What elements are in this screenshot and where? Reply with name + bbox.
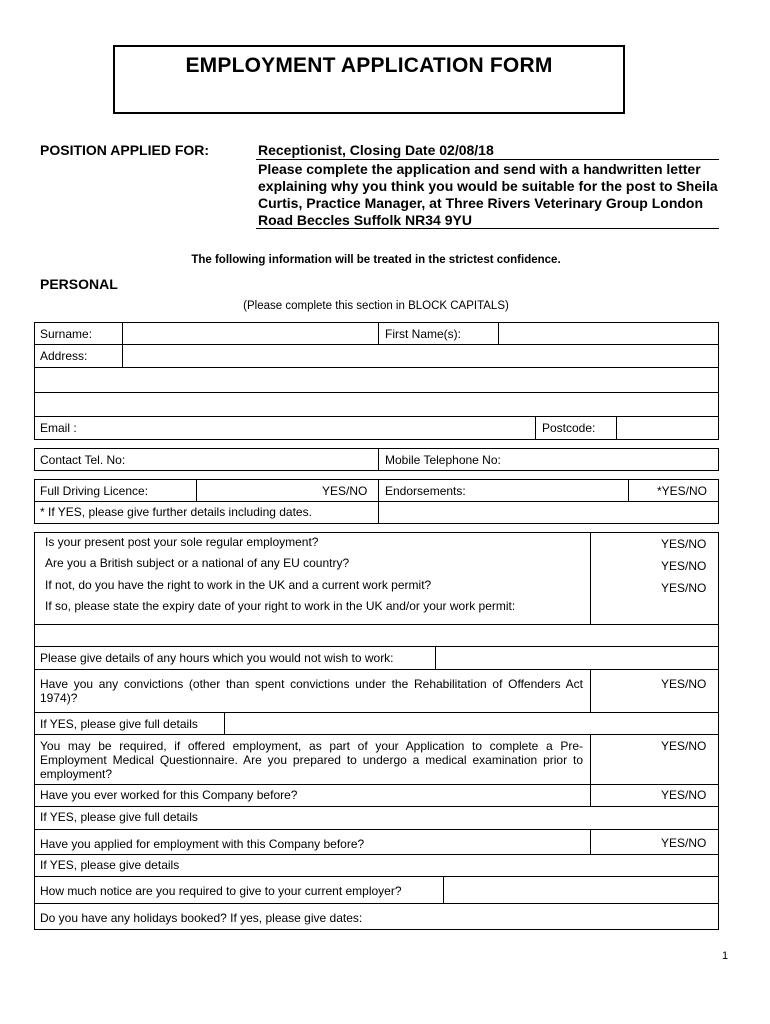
col-divider <box>616 416 617 440</box>
col-divider <box>443 876 444 903</box>
col-divider <box>590 669 591 712</box>
q-british: Are you a British subject or a national of any EU country? <box>45 556 350 570</box>
col-divider <box>628 479 629 501</box>
row-divider <box>34 876 719 877</box>
address-field-line3[interactable] <box>36 394 717 415</box>
q-right-to-work: If not, do you have the right to work in the UK and a current work permit? <box>45 578 432 592</box>
q-applied-details: If YES, please give details <box>40 858 180 872</box>
block-capitals-note: (Please complete this section in BLOCK CAPITALS) <box>243 300 509 312</box>
expiry-date-field[interactable] <box>36 626 717 645</box>
q-present-post: Is your present post your sole regular employment? <box>45 535 319 549</box>
driving-licence-label: Full Driving Licence: <box>40 484 149 498</box>
q-right-to-work-yesno[interactable]: YES/NO <box>661 581 707 595</box>
q-holidays: Do you have any holidays booked? If yes, please give dates: <box>40 911 363 925</box>
col-divider <box>590 784 591 806</box>
postcode-field[interactable] <box>618 418 717 439</box>
q-hours: Please give details of any hours which you would not wish to work: <box>40 651 394 665</box>
col-divider <box>122 322 123 367</box>
col-divider <box>196 479 197 501</box>
q-expiry: If so, please state the expiry date of your right to work in the UK and/or your work permit: <box>45 599 516 613</box>
col-divider <box>590 734 591 784</box>
q-applied-before-yesno[interactable]: YES/NO <box>661 836 707 850</box>
email-label: Email : <box>40 421 77 435</box>
postcode-label: Postcode: <box>542 421 596 435</box>
contact-tel-field[interactable] <box>140 450 376 470</box>
notice-field[interactable] <box>445 878 717 902</box>
row-divider <box>34 367 719 368</box>
q-notice: How much notice are you required to give to your current employer? <box>40 884 402 898</box>
row-divider <box>34 392 719 393</box>
col-divider <box>378 322 379 344</box>
q-present-post-yesno[interactable]: YES/NO <box>661 537 707 551</box>
mobile-field[interactable] <box>515 450 717 470</box>
endorsements-yesno[interactable]: *YES/NO <box>657 484 708 498</box>
surname-label: Surname: <box>40 327 93 341</box>
position-label: POSITION APPLIED FOR: <box>40 142 210 158</box>
driving-licence-yesno[interactable]: YES/NO <box>322 484 368 498</box>
address-label: Address: <box>40 349 88 363</box>
col-divider <box>378 479 379 524</box>
col-divider <box>590 829 591 854</box>
col-divider <box>498 322 499 344</box>
first-names-field[interactable] <box>500 324 717 343</box>
col-divider <box>224 712 225 734</box>
email-field[interactable] <box>90 418 533 439</box>
page-title: EMPLOYMENT APPLICATION FORM <box>185 54 553 77</box>
q-applied-before: Have you applied for employment with this Company before? <box>40 837 365 851</box>
row-divider <box>34 624 719 625</box>
q-convictions: Have you any convictions (other than spent convictions under the Rehabilitation of Offenders Act 1974)? <box>40 677 583 705</box>
q-medical: You may be required, if offered employment, as part of your Application to complete a Pre-Employment Medical Questionnaire. Are you prepared to undergo a medical examination prior to employment? <box>40 739 583 781</box>
position-instructions: Please complete the application and send with a handwritten letter explaining why you think you would be suitable for the post to Sheila Curtis, Practice Manager, at Three Rivers Veterinary Group London Road Beccles Suffolk NR34 9YU <box>258 161 718 228</box>
address-field-line2[interactable] <box>36 369 717 391</box>
row-divider <box>34 501 378 502</box>
row-divider <box>34 806 719 807</box>
q-convictions-yesno[interactable]: YES/NO <box>661 677 707 691</box>
first-names-label: First Name(s): <box>385 327 461 341</box>
row-divider <box>34 854 719 855</box>
confidence-note: The following information will be treated in the strictest confidence. <box>191 254 561 266</box>
row-divider <box>34 784 719 785</box>
convictions-details-field[interactable] <box>226 714 717 733</box>
col-divider <box>590 532 591 624</box>
q-british-yesno[interactable]: YES/NO <box>661 559 707 573</box>
surname-field[interactable] <box>124 324 376 343</box>
endorsements-details-field[interactable] <box>380 503 717 523</box>
q-worked-details: If YES, please give full details <box>40 810 198 824</box>
position-underline <box>256 159 719 160</box>
row-divider <box>34 646 719 647</box>
row-divider <box>34 712 719 713</box>
hours-field[interactable] <box>437 648 717 668</box>
position-instructions-underline <box>256 228 719 229</box>
endorsements-note: * If YES, please give further details including dates. <box>40 505 312 519</box>
q-convictions-details: If YES, please give full details <box>40 717 198 731</box>
page-number: 1 <box>722 950 729 962</box>
col-divider <box>378 448 379 471</box>
address-field-line1[interactable] <box>124 346 717 366</box>
col-divider <box>435 646 436 669</box>
q-worked-before: Have you ever worked for this Company before? <box>40 788 298 802</box>
row-divider <box>378 501 719 502</box>
contact-tel-label: Contact Tel. No: <box>40 453 126 467</box>
mobile-label: Mobile Telephone No: <box>385 453 501 467</box>
row-divider <box>34 829 719 830</box>
row-divider <box>34 903 719 904</box>
holidays-field[interactable] <box>396 905 717 929</box>
q-medical-yesno[interactable]: YES/NO <box>661 739 707 753</box>
row-divider <box>34 669 719 670</box>
position-title: Receptionist, Closing Date 02/08/18 <box>258 142 494 158</box>
row-divider <box>34 344 719 345</box>
col-divider <box>535 416 536 440</box>
endorsements-label: Endorsements: <box>385 484 466 498</box>
section-heading-personal: PERSONAL <box>40 276 118 292</box>
q-worked-before-yesno[interactable]: YES/NO <box>661 788 707 802</box>
row-divider <box>34 734 719 735</box>
